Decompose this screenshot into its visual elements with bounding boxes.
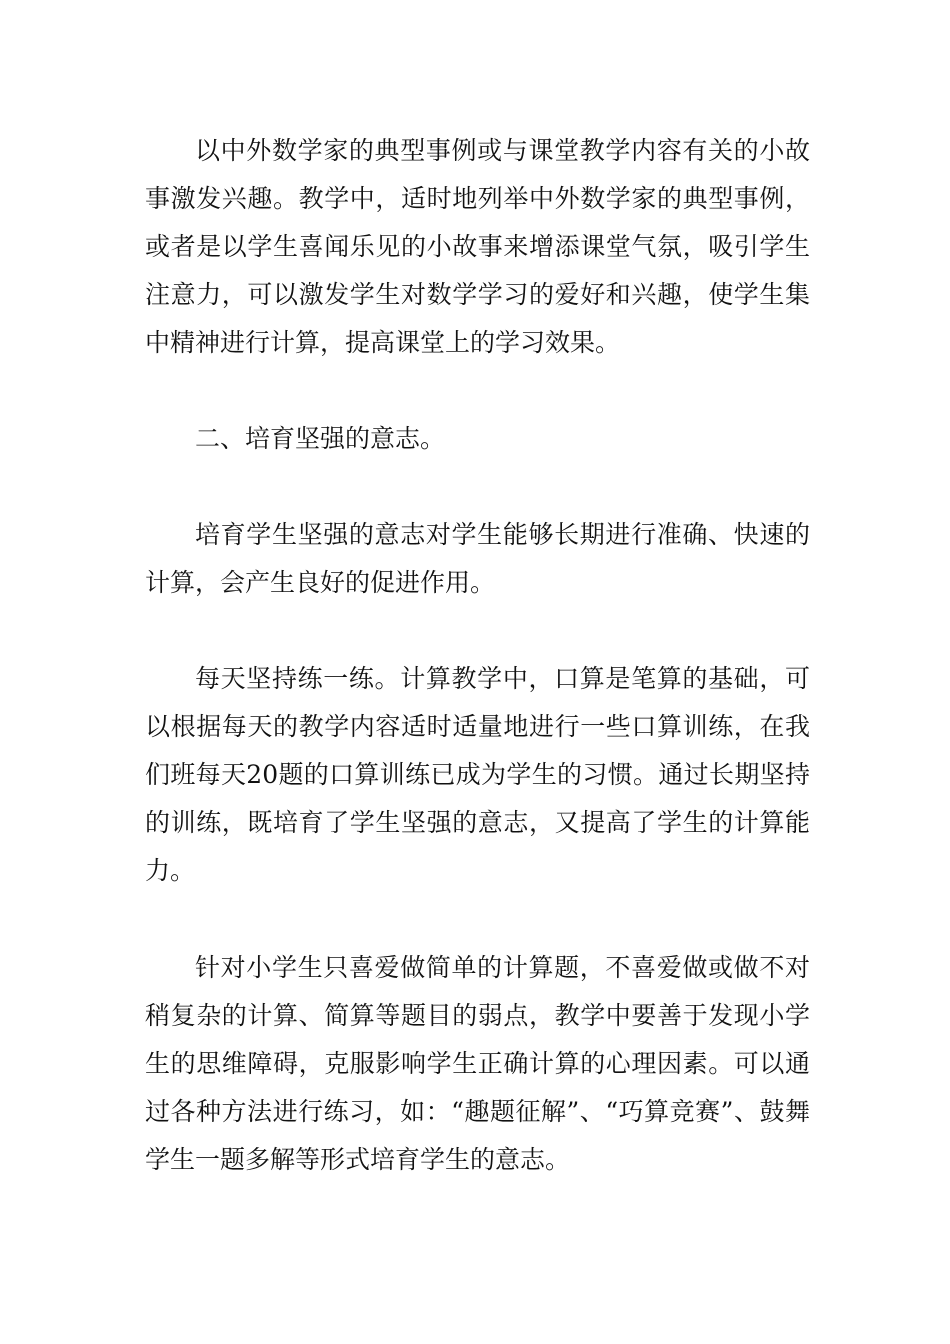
section-heading-willpower: 二、培育坚强的意志。 — [195, 424, 446, 453]
paragraph-willpower-intro: 培育学生坚强的意志对学生能够长期进行准确、快速的计算，会产生良好的促进作用。 — [145, 520, 810, 597]
paragraph-daily-practice: 每天坚持练一练。计算教学中，口算是笔算的基础，可以根据每天的教学内容适时适量地进行一些口算训练，在我们班每天20题的口算训练已成为学生的习惯。通过长期坚持的训练，既培育了学生坚强的意志，又提高了学生的计算能力。 — [145, 664, 810, 885]
paragraph-difficult-problems: 针对小学生只喜爱做简单的计算题，不喜爱做或做不对稍复杂的计算、简算等题目的弱点，教学中要善于发现小学生的思维障碍，克服影响学生正确计算的心理因素。可以通过各种方法进行练习，如：“趣题征解”、“巧算竞赛”、鼓舞学生一题多解等形式培育学生的意志。 — [145, 953, 810, 1174]
document-body — [145, 127, 810, 1184]
paragraph-interest-stories: 以中外数学家的典型事例或与课堂教学内容有关的小故事激发兴趣。教学中，适时地列举中外数学家的典型事例，或者是以学生喜闻乐见的小故事来增添课堂气氛，吸引学生注意力，可以激发学生对数学学习的爱好和兴趣，使学生集中精神进行计算，提高课堂上的学习效果。 — [145, 136, 810, 357]
